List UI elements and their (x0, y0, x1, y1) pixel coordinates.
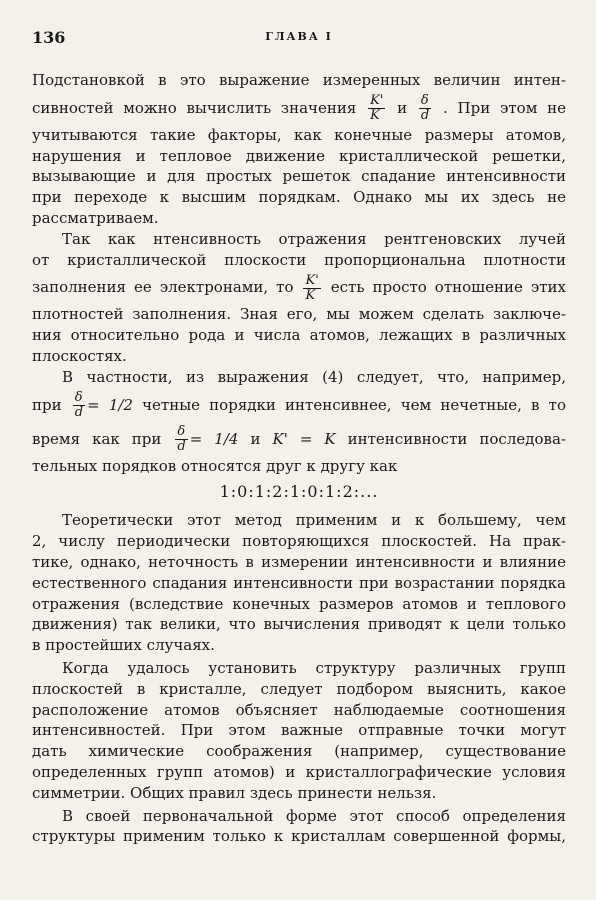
text-line (32, 422, 566, 456)
fraction-denominator: d (74, 405, 84, 421)
text-line: движения) так велики, что вычисления приводят к цели только (32, 615, 566, 634)
fraction-numerator: K' (370, 93, 384, 109)
text-segment: есть просто отношение этих (330, 278, 566, 297)
text-line: вызывающие и для простых решеток спадание интенсивности (32, 167, 566, 186)
fraction-numerator: δ (73, 391, 85, 406)
text-segment: время как при (32, 429, 162, 448)
text-line: ния относительно рода и числа атомов, лежащих в различных (32, 326, 566, 345)
text-line: Подстановкой в это выражение измеренных величин интен- (32, 71, 566, 89)
paragraph-1 (32, 70, 566, 229)
text-segment: и (397, 98, 408, 117)
text-line (32, 270, 566, 304)
paragraph-4 (32, 510, 566, 656)
fraction-numerator: δ (175, 425, 187, 440)
text-segment: интенсивности последова- (347, 429, 566, 448)
text-line: симметрии. Общих правил здесь принести нельзя. (32, 783, 437, 802)
text-line: при переходе к высшим порядкам. Однако мы их здесь не (32, 188, 566, 207)
text-line: естественного спадания интенсивности при возрастании порядка (32, 573, 566, 592)
paragraph-5 (32, 658, 566, 804)
text-line: тельных порядков относятся друг к другу как (32, 456, 398, 475)
text-line: от кристаллической плоскости пропорциональна плотности (32, 250, 566, 269)
text-line: отражения (вследствие конечных размеров атомов и теплового (32, 594, 566, 613)
fraction-delta-d (419, 94, 431, 123)
paragraph-3 (32, 367, 566, 505)
text-line: тике, однако, неточность в измерении интенсивности и влияние (32, 552, 566, 571)
text-line: Когда удалось установить структуру различных групп (62, 658, 566, 677)
text-line: плоскостях. (32, 346, 127, 365)
text-segment: при (32, 395, 62, 414)
ratio-sequence: 1:0:1:2:1:0:1:2:... (219, 482, 379, 502)
paragraph-2 (32, 229, 566, 367)
text-line: определенных групп атомов) и кристаллографические условия (32, 762, 566, 781)
text-segment: четные порядки интенсивнее, чем нечетные, в то (142, 395, 566, 414)
math-expression: = 1/4 (189, 429, 239, 448)
chapter-title: ГЛАВА I (265, 30, 333, 43)
fraction-denominator: K (305, 287, 316, 303)
math-expression: = 1/2 (87, 395, 133, 414)
text-line: В своей первоначальной форме этот способ определения (62, 806, 566, 825)
text-line: дать химические соображения (например, существование (32, 742, 566, 761)
fraction-numerator: K' (305, 272, 319, 288)
fraction-numerator: δ (419, 94, 431, 109)
fraction-k-ratio (368, 94, 385, 123)
text-line (32, 388, 566, 422)
text-line: интенсивностей. При этом важные отправные точки могут (32, 721, 566, 740)
fraction-delta-d (175, 425, 187, 454)
page-header (32, 28, 566, 52)
body-text (32, 70, 566, 847)
page-number: 136 (32, 28, 66, 47)
text-segment: заполнения ее электронами, то (32, 278, 294, 297)
paragraph-6 (32, 806, 566, 848)
text-segment: сивностей можно вычислить значения (32, 98, 357, 117)
text-line: 2, числу периодически повторяющихся плоскостей. На прак- (32, 532, 566, 551)
fraction-k-ratio (303, 274, 320, 303)
text-line: плотностей заполнения. Зная его, мы можем сделать заключе- (32, 305, 566, 324)
text-line: плоскостей в кристалле, следует подбором выяснить, какое (32, 679, 566, 698)
fraction-denominator: K (370, 108, 380, 124)
text-line: В частности, из выражения (4) следует, что, например, (62, 367, 566, 386)
fraction-denominator: d (420, 108, 430, 124)
text-line: рассматриваем. (32, 208, 159, 227)
fraction-denominator: d (177, 439, 186, 455)
text-line: Так как нтенсивность отражения рентгеновских лучей (62, 229, 566, 248)
text-line: учитываются такие факторы, как конечные размеры атомов, (32, 125, 566, 144)
text-line: расположение атомов объясняет наблюдаемые соотношения (32, 700, 566, 719)
text-line: Теоретически этот метод применим и к большему, чем (62, 511, 566, 530)
text-segment: и (250, 429, 261, 448)
text-line: нарушения и тепловое движение кристаллической решетки, (32, 146, 566, 165)
text-line (32, 91, 566, 125)
text-segment: . При этом не (443, 98, 566, 117)
math-expression: K' = K (272, 429, 336, 448)
text-line: в простейших случаях. (32, 636, 215, 655)
text-line: структуры применим только к кристаллам совершенной формы, (32, 827, 566, 846)
fraction-delta-d (73, 391, 85, 420)
